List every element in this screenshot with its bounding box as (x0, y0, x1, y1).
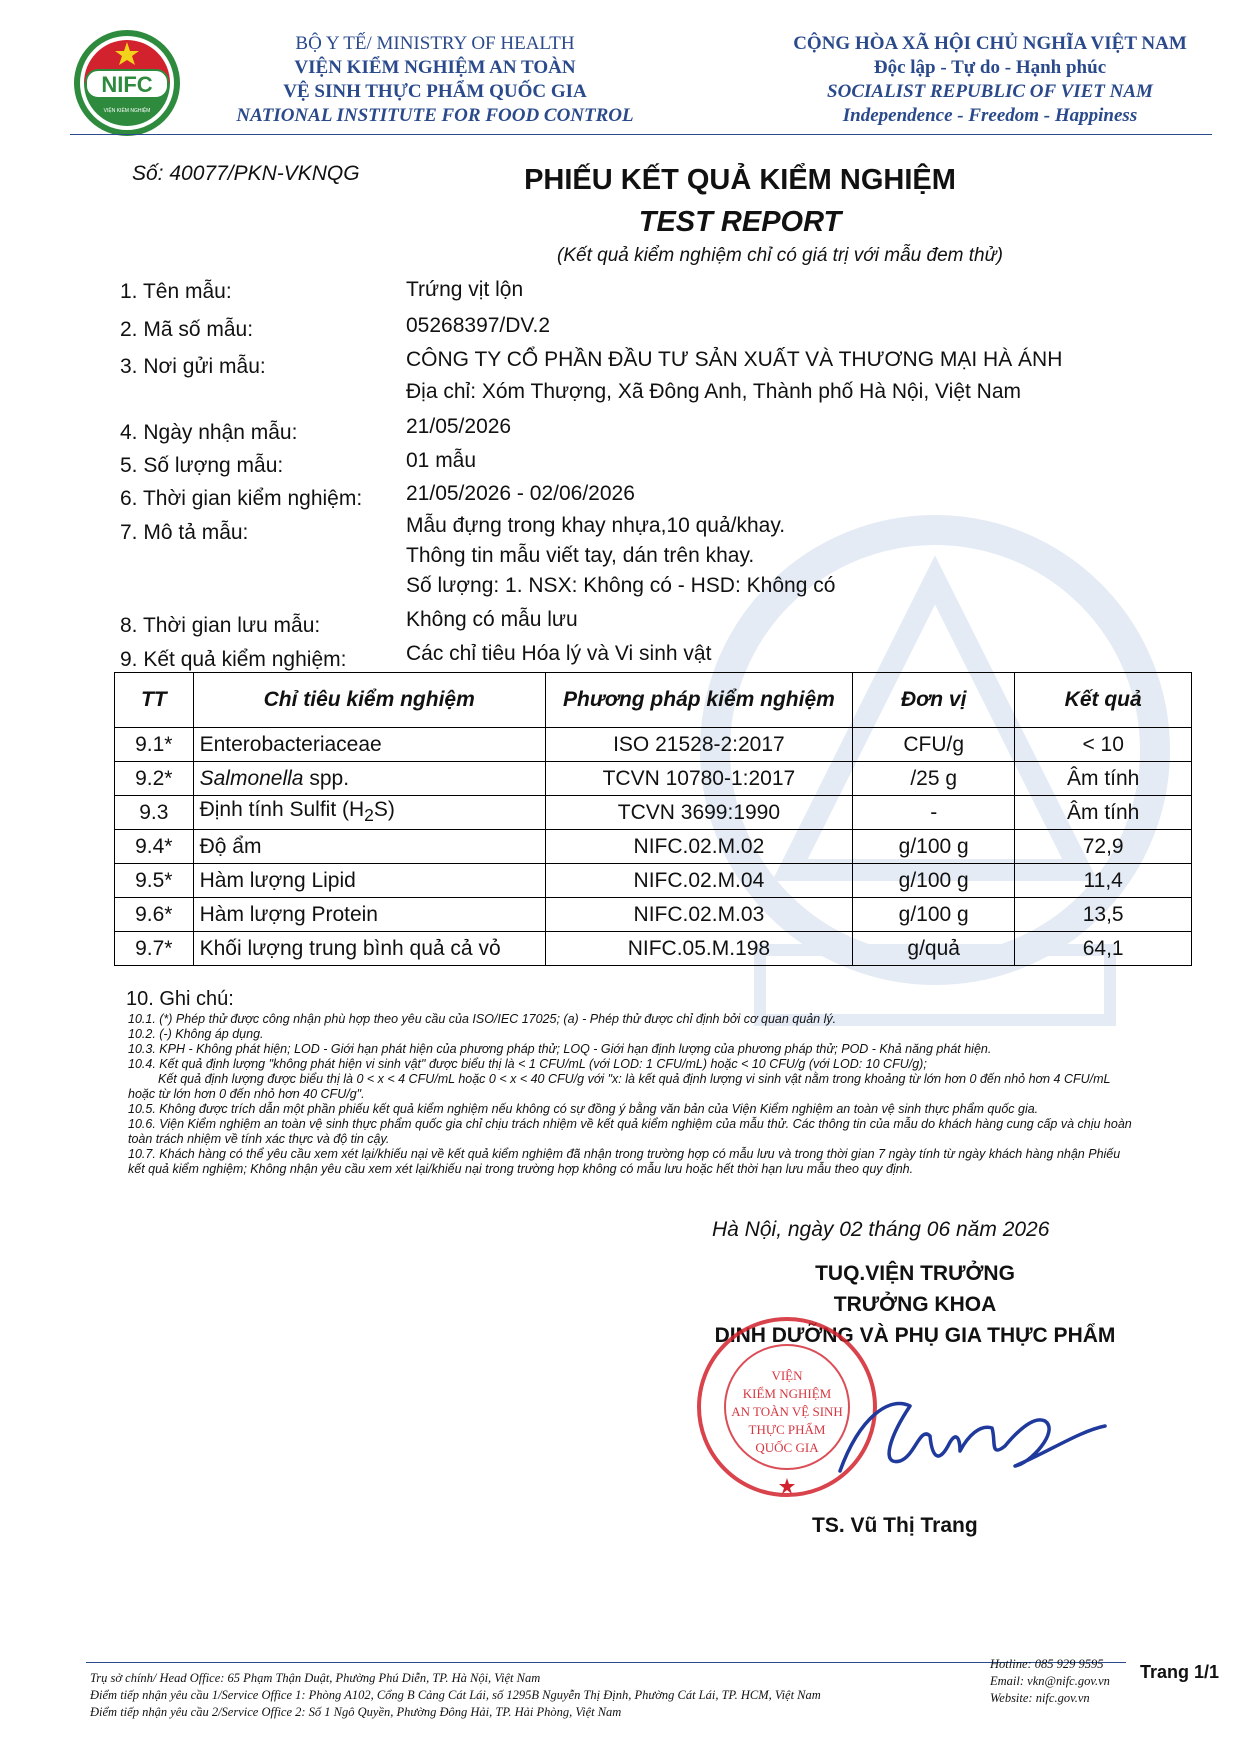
retention-value: Không có mẫu lưu (406, 608, 578, 631)
row-unit: g/100 g (853, 864, 1015, 898)
row-unit: g/quả (853, 932, 1015, 966)
page-number: Trang 1/1 (1140, 1662, 1220, 1682)
republic-line: CỘNG HÒA XÃ HỘI CHỦ NGHĨA VIỆT NAM (793, 33, 1187, 54)
row-method: NIFC.05.M.198 (545, 932, 852, 966)
table-row (115, 932, 1192, 966)
note-item: 10.4. Kết quả định lượng "không phát hiện vi sinh vật" được biểu thị là < 1 CFU/mL (với LOD: 1 CFU/mL) hoặc < 10 CFU/g (với LOD: 10 CFU/g); (128, 1057, 927, 1071)
institute-line-2: VỆ SINH THỰC PHẨM QUỐC GIA (283, 81, 587, 102)
test-period: 21/05/2026 - 02/06/2026 (406, 482, 635, 505)
national-header (760, 32, 1220, 128)
sample-quantity: 01 mẫu (406, 449, 477, 472)
row-method: NIFC.02.M.03 (545, 898, 852, 932)
row-result: 72,9 (1015, 830, 1192, 864)
sample-code-label: 2. Mã số mẫu: (120, 318, 254, 341)
row-unit: CFU/g (853, 728, 1015, 762)
row-indicator: Khối lượng trung bình quả cả vỏ (193, 932, 545, 966)
sample-name: Trứng vịt lộn (406, 278, 524, 301)
note-item: 10.5. Không được trích dẫn một phần phiếu kết quả kiểm nghiệm nếu không có sự đồng ý bằng văn bản của Viện Kiểm nghiệm an toàn vệ sinh thực phẩm quốc gia. (128, 1102, 1039, 1116)
sample-description-label: 7. Mô tả mẫu: (120, 521, 249, 544)
row-indicator: Hàm lượng Protein (193, 898, 545, 932)
row-result: 13,5 (1015, 898, 1192, 932)
received-date-label: 4. Ngày nhận mẫu: (120, 421, 298, 444)
signer-name: TS. Vũ Thị Trang (812, 1514, 978, 1537)
row-indicator-rest: spp. (303, 766, 350, 790)
note-item: 10.7. Khách hàng có thể yêu cầu xem xét lại/khiếu nại về kết quả kiểm nghiệm đã nhận trong trường hợp có mẫu lưu và trong thời gian 7 ngày tính từ ngày khách hàng nhận Phiếu kết quả kiểm nghiệm; Không nhận yêu cầu xem xét lại/khiếu nại trong trường hợp không có mẫu lưu hoặc hết thời hạn lưu mẫu theo quy định. (128, 1147, 1121, 1176)
place-date: Hà Nội, ngày 02 tháng 06 năm 2026 (712, 1218, 1050, 1241)
table-row (115, 830, 1192, 864)
svg-text:QUỐC GIA: QUỐC GIA (755, 1440, 819, 1455)
row-result: Âm tính (1015, 796, 1192, 830)
row-indicator (193, 762, 545, 796)
signatory-line-3: DINH DƯỠNG VÀ PHỤ GIA THỰC PHẨM (714, 1324, 1116, 1347)
svg-text:NIFC: NIFC (101, 72, 153, 97)
signatory-line-2: TRƯỞNG KHOA (833, 1293, 997, 1316)
motto-english: Independence - Freedom - Happiness (842, 105, 1138, 126)
document-number: Số: 40077/PKN-VKNQG (132, 162, 360, 185)
head-office-address: Trụ sở chính/ Head Office: 65 Phạm Thận Duật, Phường Phú Diễn, TP. Hà Nội, Việt Nam (90, 1671, 541, 1685)
table-row (115, 728, 1192, 762)
row-method: ISO 21528-2:2017 (545, 728, 852, 762)
notes-list (128, 1012, 1136, 1177)
row-result: < 10 (1015, 728, 1192, 762)
row-unit: g/100 g (853, 898, 1015, 932)
sample-quantity-label: 5. Số lượng mẫu: (120, 454, 284, 477)
row-indicator (193, 796, 545, 830)
table-row (115, 898, 1192, 932)
notes-heading: 10. Ghi chú: (126, 988, 234, 1010)
row-tt: 9.3 (115, 796, 194, 830)
col-header-indicator: Chỉ tiêu kiểm nghiệm (193, 673, 545, 728)
website: Website: nifc.gov.vn (990, 1691, 1090, 1705)
note-item: Kết quả định lượng được biểu thị là 0 < x < 4 CFU/mL hoặc 0 < x < 40 CFU/g với "x: là kết quả định lượng vi sinh vật nằm trong khoảng từ lớn hơn 0 đến nhỏ hơn 4 CFU/mL hoặc từ lớn hơn 0 đến nhỏ hơn 40 CFU/g". (128, 1072, 1111, 1101)
test-period-label: 6. Thời gian kiểm nghiệm: (120, 487, 363, 510)
table-row (115, 762, 1192, 796)
row-tt: 9.2* (115, 762, 194, 796)
signatory-line-1: TUQ.VIỆN TRƯỞNG (815, 1262, 1015, 1285)
sender-label: 3. Nơi gửi mẫu: (120, 355, 266, 378)
institute-header (190, 32, 680, 128)
note-item: 10.1. (*) Phép thử được công nhận phù hợp theo yêu cầu của ISO/IEC 17025; (a) - Phép thử được chỉ định bởi cơ quan quản lý. (128, 1012, 837, 1026)
row-indicator: Hàm lượng Lipid (193, 864, 545, 898)
handwritten-signature (820, 1376, 1110, 1486)
footer-addresses (90, 1670, 970, 1721)
row-tt: 9.5* (115, 864, 194, 898)
footer-divider (86, 1662, 1126, 1663)
svg-text:THỰC PHẨM: THỰC PHẨM (748, 1422, 826, 1437)
row-method: NIFC.02.M.02 (545, 830, 852, 864)
row-method: TCVN 3699:1990 (545, 796, 852, 830)
report-title-english: TEST REPORT (638, 206, 842, 238)
sample-code: 05268397/DV.2 (406, 314, 551, 337)
row-indicator-pre: Định tính Sulfit (H (199, 798, 365, 822)
retention-label: 8. Thời gian lưu mẫu: (120, 614, 321, 637)
row-unit: - (853, 796, 1015, 830)
ministry-line: BỘ Y TẾ/ MINISTRY OF HEALTH (295, 33, 575, 54)
sample-description-1: Mẫu đựng trong khay nhựa,10 quả/khay. (406, 514, 786, 537)
sample-description-3: Số lượng: 1. NSX: Không có - HSD: Không có (406, 574, 836, 597)
hotline: Hotline: 085 929 9595 (990, 1657, 1104, 1671)
row-indicator: Độ ẩm (193, 830, 545, 864)
svg-text:VIỆN: VIỆN (771, 1368, 803, 1383)
results-table (114, 672, 1192, 966)
row-tt: 9.1* (115, 728, 194, 762)
note-item: 10.6. Viện Kiểm nghiệm an toàn vệ sinh thực phẩm quốc gia chỉ chịu trách nhiệm về kết quả kiểm nghiệm của mẫu thử. Các thông tin của mẫu do khách hàng cung cấp và chịu hoàn toàn trách nhiệm về tính xác thực và độ tin cậy. (128, 1117, 1132, 1146)
row-tt: 9.6* (115, 898, 194, 932)
row-indicator-post: S) (373, 798, 395, 822)
motto-line: Độc lập - Tự do - Hạnh phúc (873, 57, 1107, 78)
row-indicator-italic: Salmonella (199, 766, 304, 790)
table-row (115, 796, 1192, 830)
col-header-unit: Đơn vị (853, 673, 1015, 728)
republic-english: SOCIALIST REPUBLIC OF VIET NAM (827, 81, 1153, 102)
svg-text:VIỆN KIỂM NGHIỆM: VIỆN KIỂM NGHIỆM (103, 108, 151, 114)
row-indicator-sub: 2 (364, 805, 374, 826)
row-tt: 9.4* (115, 830, 194, 864)
col-header-result: Kết quả (1015, 673, 1192, 728)
table-row (115, 864, 1192, 898)
sender-address: Địa chỉ: Xóm Thượng, Xã Đông Anh, Thành phố Hà Nội, Việt Nam (406, 380, 1021, 403)
received-date: 21/05/2026 (406, 415, 512, 438)
row-unit: g/100 g (853, 830, 1015, 864)
row-result: Âm tính (1015, 762, 1192, 796)
service-office-2: Điểm tiếp nhận yêu cầu 2/Service Office 2: Số 1 Ngô Quyền, Phường Đông Hải, TP. Hải Phòng, Việt Nam (90, 1705, 622, 1719)
report-title: PHIẾU KẾT QUẢ KIỂM NGHIỆM (524, 164, 956, 196)
institute-line-1: VIỆN KIỂM NGHIỆM AN TOÀN (294, 57, 576, 78)
results-value: Các chỉ tiêu Hóa lý và Vi sinh vật (406, 642, 712, 665)
sample-name-label: 1. Tên mẫu: (120, 280, 232, 303)
row-indicator: Enterobacteriaceae (193, 728, 545, 762)
row-unit: /25 g (853, 762, 1015, 796)
row-method: TCVN 10780-1:2017 (545, 762, 852, 796)
row-tt: 9.7* (115, 932, 194, 966)
row-result: 11,4 (1015, 864, 1192, 898)
footer-contacts (990, 1656, 1140, 1707)
nifc-logo (74, 30, 180, 136)
svg-text:AN TOÀN VỆ SINH: AN TOÀN VỆ SINH (731, 1404, 843, 1419)
note-item: 10.3. KPH - Không phát hiện; LOD - Giới hạn phát hiện của phương pháp thử; LOQ - Giới hạn định lượng của phương pháp thử; POD - Khả năng phát hiện. (128, 1042, 992, 1056)
row-result: 64,1 (1015, 932, 1192, 966)
note-item: 10.2. (-) Không áp dụng. (128, 1027, 264, 1041)
institute-english: NATIONAL INSTITUTE FOR FOOD CONTROL (236, 105, 634, 126)
col-header-tt: TT (115, 673, 194, 728)
svg-text:KIỂM NGHIỆM: KIỂM NGHIỆM (742, 1386, 832, 1401)
report-validity-note: (Kết quả kiểm nghiệm chỉ có giá trị với mẫu đem thử) (557, 245, 1003, 266)
row-method: NIFC.02.M.04 (545, 864, 852, 898)
header-divider (70, 134, 1212, 135)
email: Email: vkn@nifc.gov.vn (990, 1674, 1110, 1688)
service-office-1: Điểm tiếp nhận yêu cầu 1/Service Office 1: Phòng A102, Cổng B Cảng Cát Lái, số 1295B Nguyễn Thị Định, Phường Cát Lái, TP. HCM, Việt Nam (90, 1688, 821, 1702)
sender-company: CÔNG TY CỔ PHẦN ĐẦU TƯ SẢN XUẤT VÀ THƯƠNG MẠI HÀ ÁNH (406, 348, 1063, 371)
sample-description-2: Thông tin mẫu viết tay, dán trên khay. (406, 544, 755, 567)
results-label: 9. Kết quả kiểm nghiệm: (120, 648, 347, 671)
table-header-row (115, 673, 1192, 728)
col-header-method: Phương pháp kiểm nghiệm (545, 673, 852, 728)
